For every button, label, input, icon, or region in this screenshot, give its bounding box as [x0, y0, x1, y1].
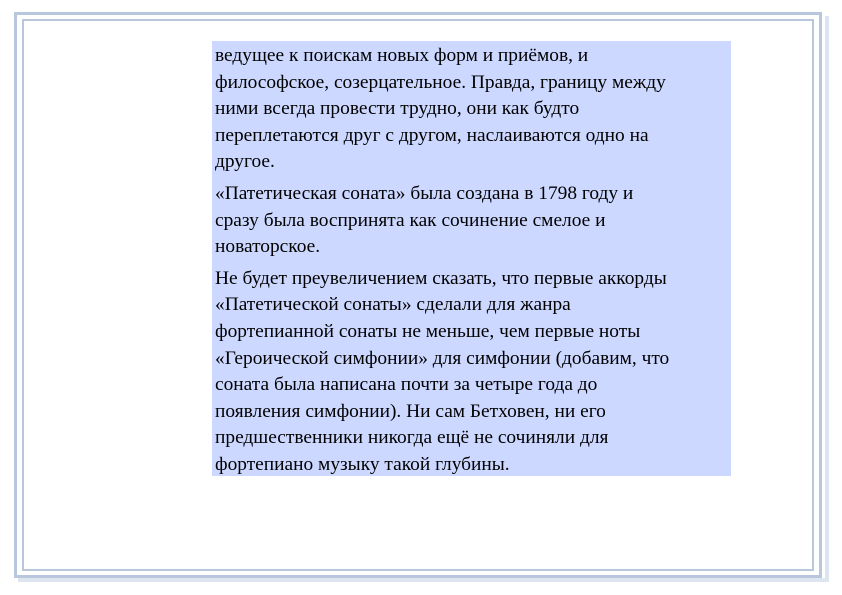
text-block: [212, 41, 731, 476]
paragraph-forms: ведущее к поискам новых форм и приёмов, и философское, созерцательное. Правда, границу между ними всегда провести трудно, они как будто переплетаются друг с другом, наслаиваются одно на другое.: [215, 45, 666, 173]
paragraph-pathetique-created: «Патетическая соната» была создана в 1798 году и сразу была воспринята как сочинение смелое и новаторское.: [215, 182, 634, 258]
frame-shadow-bottom: [18, 578, 829, 582]
paragraph-first-chords: Не будет преувеличением сказать, что первые аккорды «Патетической сонаты» сделали для жанра фортепианной сонаты не меньше, чем первые ноты «Героической симфонии» для симфонии (добавим, что соната была написана почти за четыре года до появления симфонии). Ни сам Бетховен, ни его предшественники никогда ещё не сочиняли для фортепиано музыку такой глубины.: [215, 267, 670, 475]
frame-shadow-right: [825, 16, 829, 582]
